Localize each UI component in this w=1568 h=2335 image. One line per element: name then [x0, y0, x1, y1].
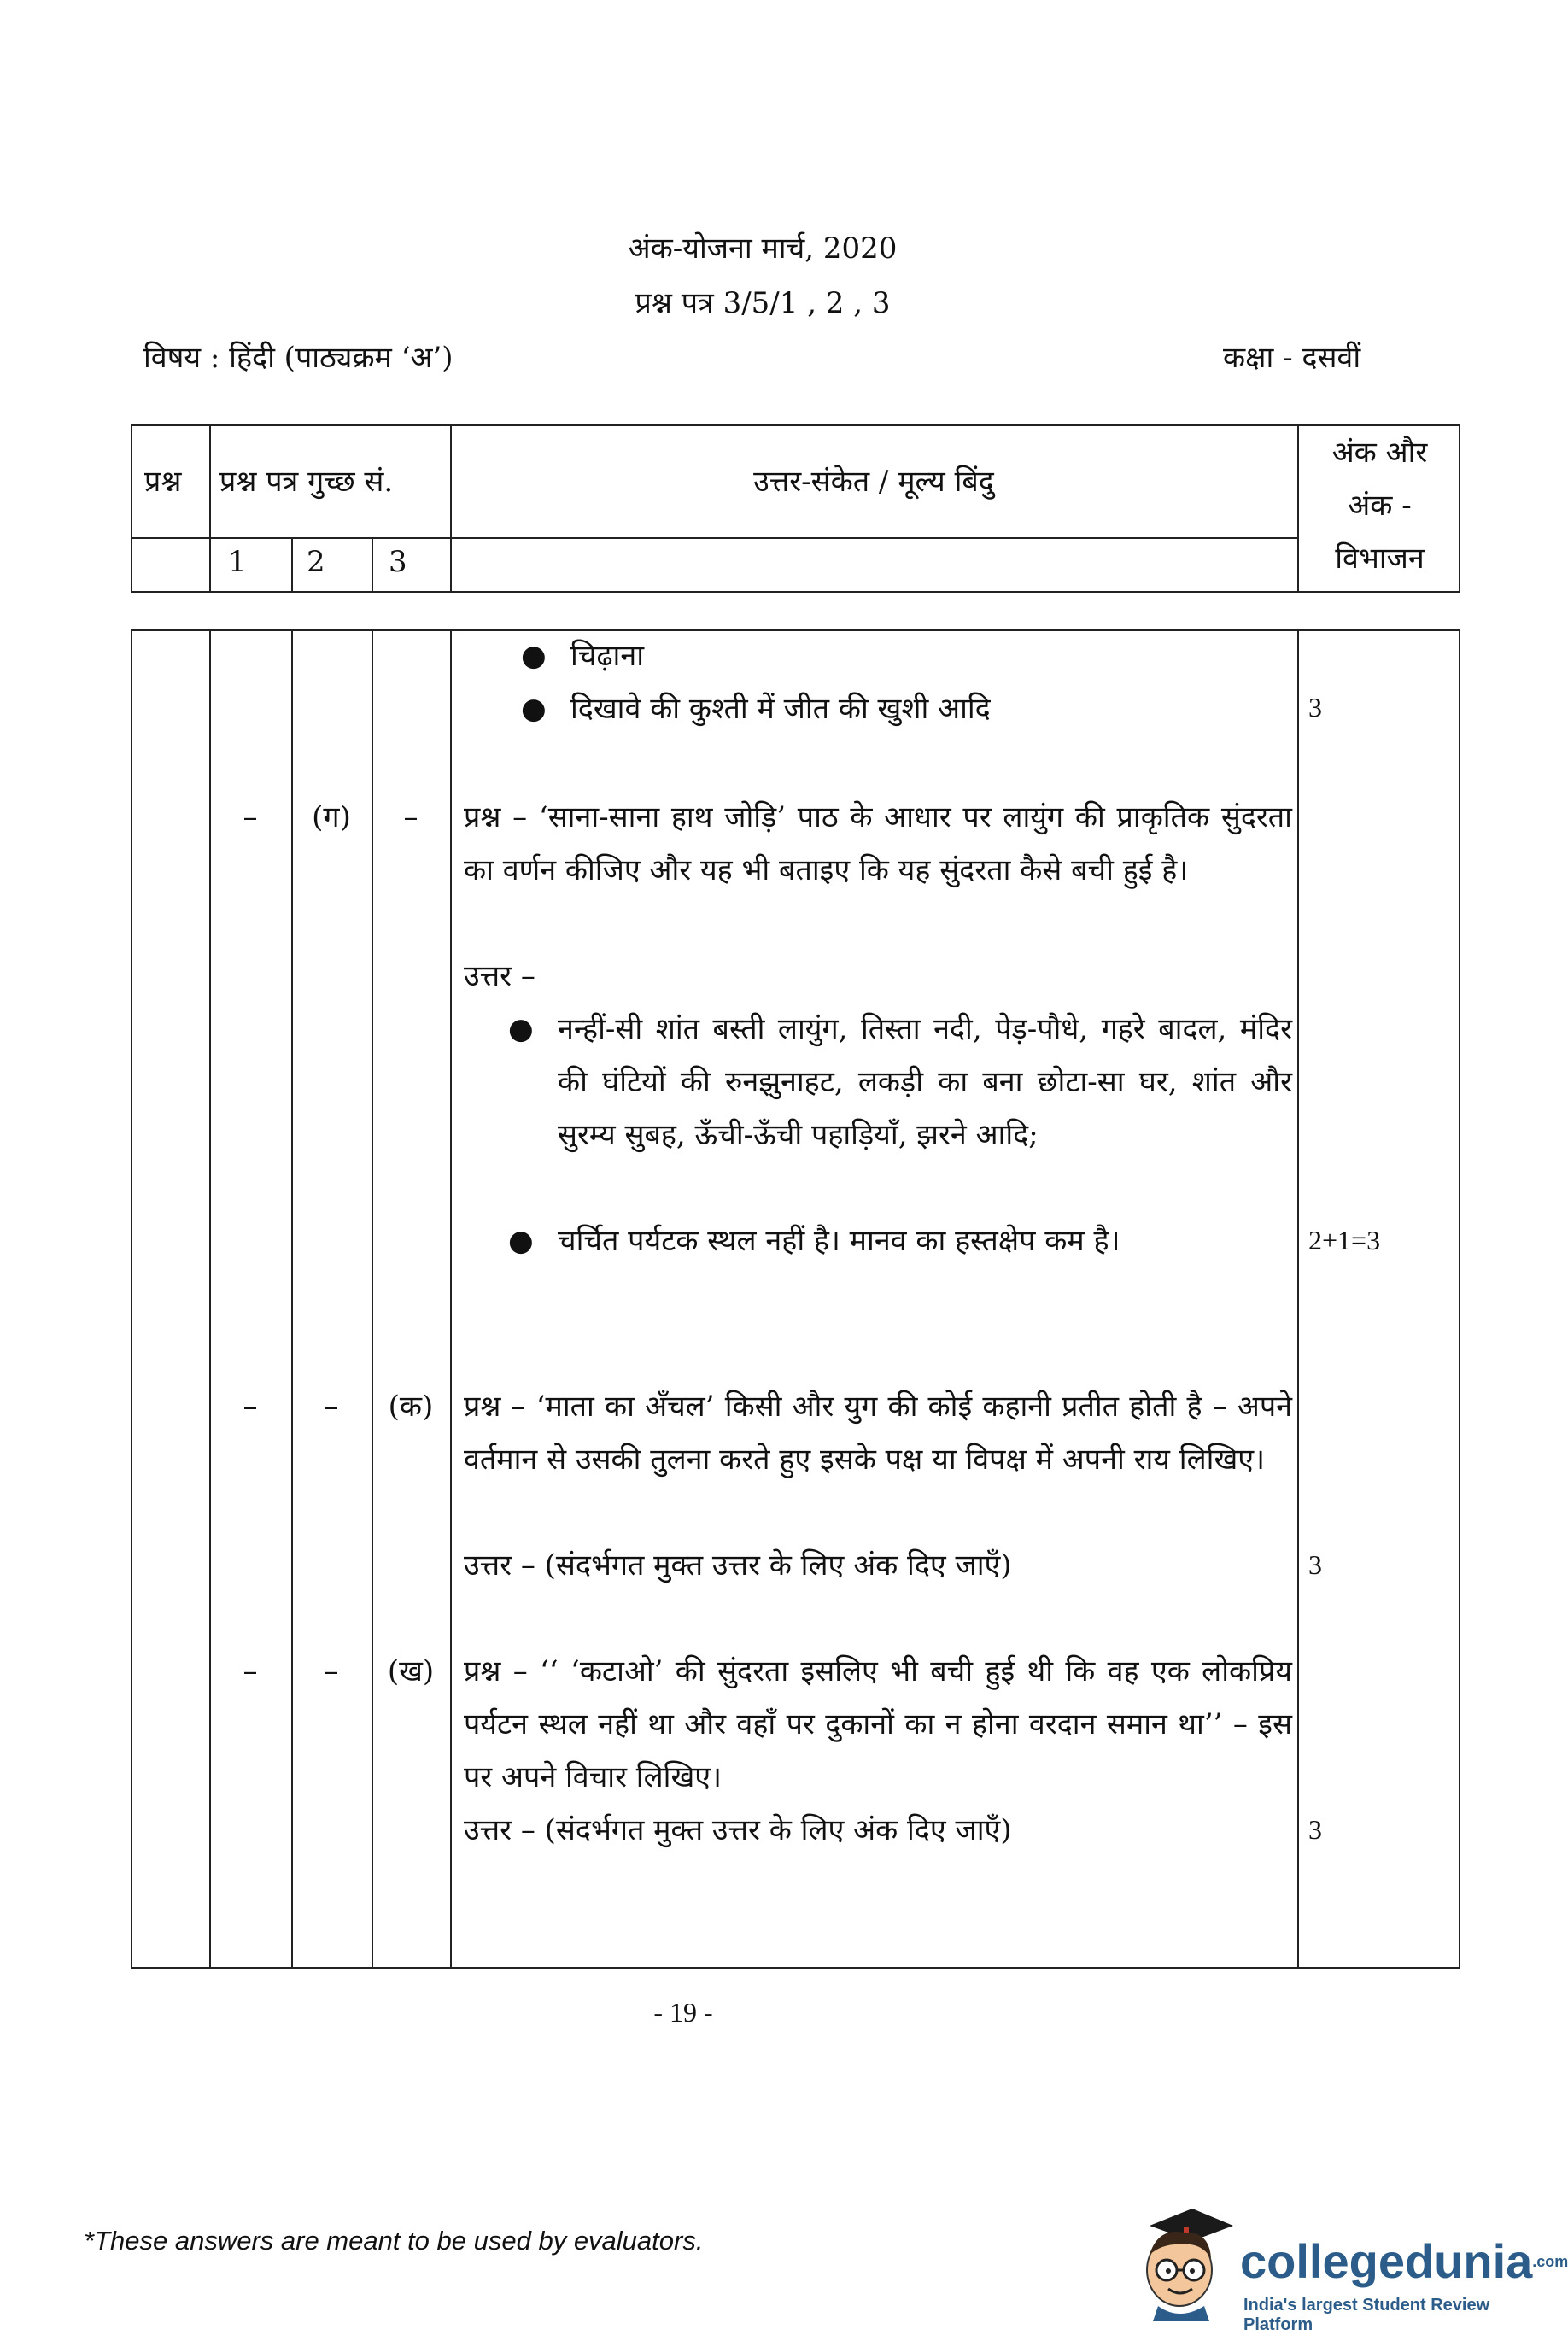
set-1-header: 1: [228, 545, 247, 579]
question-text: प्रश्न – ‘साना-साना हाथ जोड़ि’ पाठ के आधार पर लायुंग की प्राकृतिक सुंदरता का वर्णन कीजिए और यह भी बताइए कि यह सुंदरता कैसे बची हुई है।: [464, 800, 1292, 887]
page-number: - 19 -: [653, 1997, 713, 2028]
evaluator-note: *These answers are meant to be used by evaluators.: [84, 2226, 704, 2256]
question-col-header: प्रश्न: [144, 465, 182, 499]
class-label: कक्षा - दसवीं: [1223, 341, 1361, 375]
question-text: प्रश्न – ‘माता का अँचल’ किसी और युग की कोई कहानी प्रतीत होती है – अपने वर्तमान से उसकी तुलना करते हुए इसके पक्ष या विपक्ष में अपनी राय लिखिए।: [464, 1390, 1292, 1477]
set-3-cell: (ख): [387, 1654, 435, 1688]
list-item: ● दिखावे की कुश्ती में जीत की खुशी आदि: [521, 682, 1290, 735]
answer-text: उत्तर – (संदर्भगत मुक्त उत्तर के लिए अंक दिए जाएँ): [464, 1548, 1012, 1583]
marks-value: 2+1=3: [1308, 1225, 1381, 1255]
set-1-cell: –: [243, 1654, 258, 1688]
set-1-cell: –: [243, 1390, 258, 1424]
brand-name: collegedunia$^{.com}$: [1240, 2234, 1568, 2288]
marks-value: 3: [1308, 692, 1322, 723]
mascot-logo-icon: [1132, 2202, 1235, 2321]
answer-text: उत्तर – (संदर्भगत मुक्त उत्तर के लिए अंक दिए जाएँ): [464, 1813, 1012, 1847]
bullet-icon: ●: [508, 1012, 534, 1046]
set-2-cell: –: [324, 1654, 339, 1688]
marks-value: 3: [1308, 1549, 1322, 1580]
marks-col-header-line1: अंक और: [1331, 436, 1428, 470]
set-2-cell: –: [324, 1390, 339, 1424]
brand-tagline: India's largest Student Review Platform: [1243, 2296, 1490, 2334]
bullet-icon: ●: [521, 692, 547, 726]
marks-col-header-line3: विभाजन: [1335, 541, 1425, 576]
marks-value: 3: [1308, 1814, 1322, 1845]
set-2-cell: (ग): [312, 800, 351, 834]
list-item: ● चर्चित पर्यटक स्थल नहीं है। मानव का हस्तक्षेप कम है।: [508, 1214, 1292, 1267]
set-col-header: प्रश्न पत्र गुच्छ सं.: [219, 465, 394, 499]
list-item: ● नन्हीं-सी शांत बस्ती लायुंग, तिस्ता नदी, पेड़-पौधे, गहरे बादल, मंदिर की घंटियों की रुनझुनाहट, लकड़ी का बना छोटा-सा घर, शांत और सुरम्य सुबह, ऊँची-ऊँची पहाड़ियाँ, झरने आदि;: [508, 1003, 1292, 1214]
subject-label: विषय : हिंदी (पाठ्यक्रम ‘अ’): [143, 341, 453, 375]
marks-col-header-line2: अंक -: [1348, 489, 1412, 523]
answer-col-header: उत्तर-संकेत / मूल्य बिंदु: [753, 465, 994, 499]
set-3-cell: –: [403, 800, 418, 834]
scheme-title: अंक-योजना मार्च, 2020: [628, 231, 898, 266]
bullet-icon: ●: [508, 1224, 534, 1258]
bullet-icon: ●: [521, 639, 547, 673]
set-3-header: 3: [389, 545, 407, 579]
list-item: ● चिढ़ाना: [521, 629, 1290, 682]
paper-code: प्रश्न पत्र 3/5/1 , 2 , 3: [635, 286, 891, 320]
set-1-cell: –: [243, 800, 258, 834]
answer-label: उत्तर –: [464, 959, 535, 993]
header-table: [131, 424, 1460, 593]
set-3-cell: (क): [388, 1390, 434, 1424]
question-text: प्रश्न – ‘‘ ‘कटाओ’ की सुंदरता इसलिए भी बची हुई थी कि वह एक लोकप्रिय पर्यटन स्थल नहीं था और वहाँ पर दुकानों का न होना वरदान समान था’’ – इस पर अपने विचार लिखिए।: [464, 1654, 1292, 1794]
set-2-header: 2: [307, 545, 325, 579]
